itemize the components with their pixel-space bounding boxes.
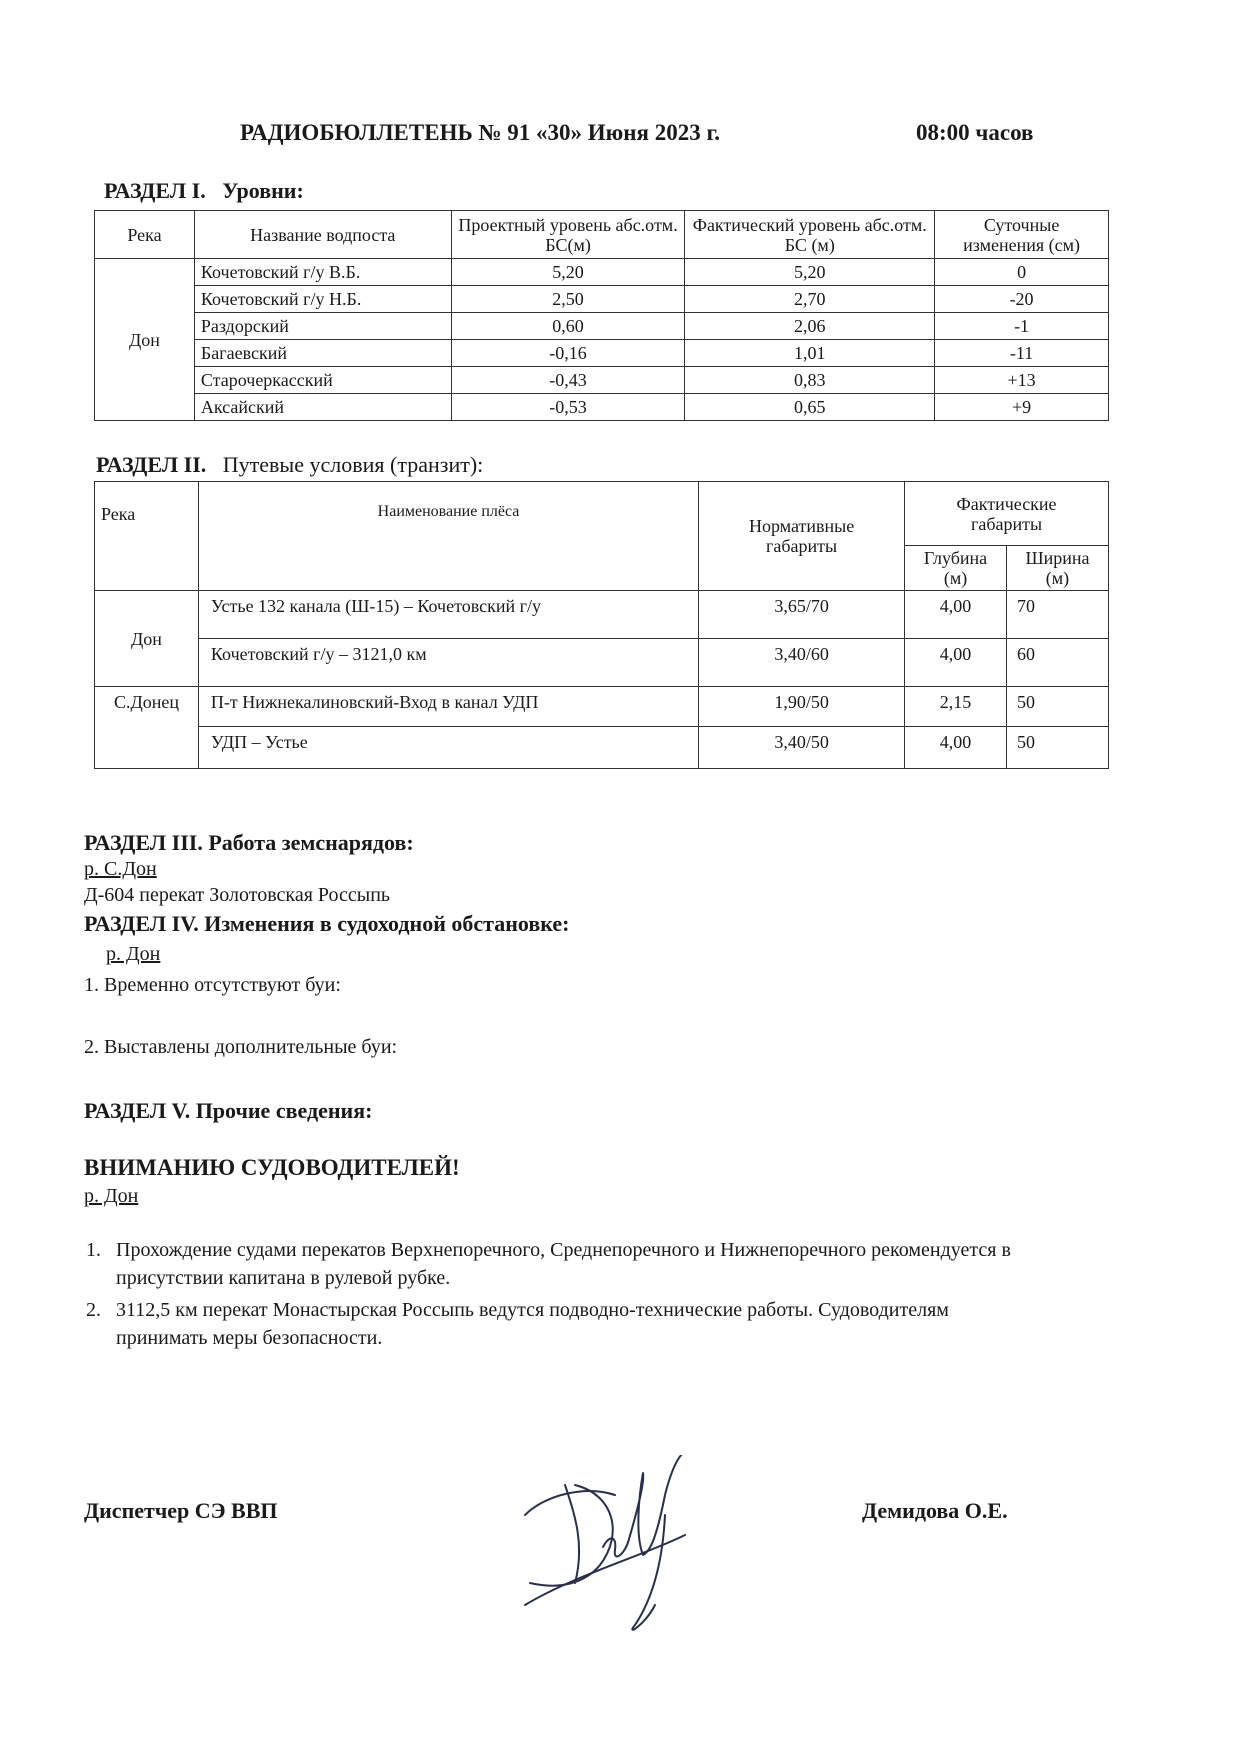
table-row bbox=[95, 313, 1109, 340]
design-level: 5,20 bbox=[451, 259, 685, 286]
attention-item-2-number: 2. bbox=[86, 1299, 101, 1321]
daily-change: -20 bbox=[935, 286, 1109, 313]
design-level: -0,43 bbox=[451, 367, 685, 394]
station-name: Аксайский bbox=[194, 394, 451, 421]
section3-river: р. С.Дон bbox=[84, 858, 157, 880]
daily-change: -11 bbox=[935, 340, 1109, 367]
section1-title: Уровни: bbox=[222, 178, 304, 203]
actual-width: 70 bbox=[1007, 591, 1109, 639]
design-level: -0,53 bbox=[451, 394, 685, 421]
col-depth: Глубина (м) bbox=[905, 546, 1007, 591]
handwritten-signature bbox=[505, 1455, 745, 1645]
section4-item-2: 2. Выставлены дополнительные буи: bbox=[84, 1036, 398, 1058]
actual-level: 0,83 bbox=[685, 367, 935, 394]
actual-depth: 4,00 bbox=[905, 727, 1007, 769]
col-actual-dimensions: Фактические габариты bbox=[905, 482, 1109, 546]
levels-table bbox=[94, 210, 1109, 421]
actual-depth: 4,00 bbox=[905, 639, 1007, 687]
station-name: Кочетовский г/у В.Б. bbox=[194, 259, 451, 286]
section4-river: р. Дон bbox=[106, 943, 161, 965]
actual-level: 0,65 bbox=[685, 394, 935, 421]
attention-title: ВНИМАНИЮ СУДОВОДИТЕЛЕЙ! bbox=[84, 1155, 460, 1180]
route-conditions-table bbox=[94, 481, 1109, 769]
station-name: Раздорский bbox=[194, 313, 451, 340]
actual-level: 5,20 bbox=[685, 259, 935, 286]
section5-title: РАЗДЕЛ V. Прочие сведения: bbox=[84, 1098, 373, 1123]
dispatcher-name: Демидова О.Е. bbox=[862, 1498, 1008, 1523]
section2-heading bbox=[96, 452, 483, 478]
norm-dimensions: 3,40/50 bbox=[699, 727, 905, 769]
levels-header-row bbox=[95, 211, 1109, 259]
daily-change: 0 bbox=[935, 259, 1109, 286]
daily-change: -1 bbox=[935, 313, 1109, 340]
station-name: Старочеркасский bbox=[194, 367, 451, 394]
col-reach: Наименование плёса bbox=[198, 482, 698, 591]
actual-width: 60 bbox=[1007, 639, 1109, 687]
daily-change: +9 bbox=[935, 394, 1109, 421]
section2-title: Путевые условия (транзит): bbox=[222, 452, 484, 477]
section3-title: РАЗДЕЛ III. Работа земснарядов: bbox=[84, 830, 414, 855]
table-row bbox=[95, 727, 1109, 769]
section4-title: РАЗДЕЛ IV. Изменения в судоходной обстановке: bbox=[84, 911, 570, 936]
reach-name: УДП – Устье bbox=[198, 727, 698, 769]
river-cell: Дон bbox=[95, 591, 199, 687]
section1-heading bbox=[104, 178, 304, 204]
table-row bbox=[95, 286, 1109, 313]
actual-width: 50 bbox=[1007, 727, 1109, 769]
col-daily-change: Суточные изменения (см) bbox=[935, 211, 1109, 259]
river-cell: Дон bbox=[95, 259, 195, 421]
bulletin-title: РАДИОБЮЛЛЕТЕНЬ № 91 «30» Июня 2023 г. bbox=[240, 120, 721, 145]
station-name: Багаевский bbox=[194, 340, 451, 367]
col-river: Река bbox=[95, 211, 195, 259]
table-row bbox=[95, 639, 1109, 687]
table-row bbox=[95, 259, 1109, 286]
col-norm-dimensions: Нормативные габариты bbox=[699, 482, 905, 591]
dispatcher-position: Диспетчер СЭ ВВП bbox=[84, 1498, 278, 1523]
col-river: Река bbox=[95, 482, 199, 591]
river-cell: С.Донец bbox=[95, 687, 199, 769]
actual-depth: 2,15 bbox=[905, 687, 1007, 727]
actual-width: 50 bbox=[1007, 687, 1109, 727]
reach-name: П-т Нижнекалиновский-Вход в канал УДП bbox=[198, 687, 698, 727]
design-level: 0,60 bbox=[451, 313, 685, 340]
table-row bbox=[95, 591, 1109, 639]
station-name: Кочетовский г/у Н.Б. bbox=[194, 286, 451, 313]
table-row bbox=[95, 367, 1109, 394]
reach-name: Кочетовский г/у – 3121,0 км bbox=[198, 639, 698, 687]
route-header-row bbox=[95, 482, 1109, 546]
actual-level: 1,01 bbox=[685, 340, 935, 367]
actual-depth: 4,00 bbox=[905, 591, 1007, 639]
section3-text: Д-604 перекат Золотовская Россыпь bbox=[84, 884, 391, 906]
attention-river: р. Дон bbox=[84, 1185, 139, 1207]
col-actual-level: Фактический уровень абс.отм. БС (м) bbox=[685, 211, 935, 259]
actual-level: 2,70 bbox=[685, 286, 935, 313]
design-level: -0,16 bbox=[451, 340, 685, 367]
bulletin-time: 08:00 часов bbox=[916, 120, 1034, 145]
section4-item-1: 1. Временно отсутствуют буи: bbox=[84, 974, 341, 996]
daily-change: +13 bbox=[935, 367, 1109, 394]
section2-number: РАЗДЕЛ II. bbox=[96, 452, 207, 477]
attention-item-1-text: Прохождение судами перекатов Верхнепоречного, Среднепоречного и Нижнепоречного рекомендуется в присутствии капитана в рулевой рубке. bbox=[116, 1239, 1011, 1289]
table-row bbox=[95, 687, 1109, 727]
norm-dimensions: 3,40/60 bbox=[699, 639, 905, 687]
attention-item-2-text: 3112,5 км перекат Монастырская Россыпь ведутся подводно-технические работы. Судоводителям принимать меры безопасности. bbox=[116, 1299, 949, 1349]
attention-item-1-number: 1. bbox=[86, 1239, 101, 1261]
actual-level: 2,06 bbox=[685, 313, 935, 340]
table-row bbox=[95, 394, 1109, 421]
attention-item-1 bbox=[86, 1236, 1086, 1292]
col-design-level: Проектный уровень абс.отм. БС(м) bbox=[451, 211, 685, 259]
col-station: Название водпоста bbox=[194, 211, 451, 259]
col-width: Ширина (м) bbox=[1007, 546, 1109, 591]
norm-dimensions: 3,65/70 bbox=[699, 591, 905, 639]
attention-item-2 bbox=[86, 1296, 1086, 1352]
norm-dimensions: 1,90/50 bbox=[699, 687, 905, 727]
section1-number: РАЗДЕЛ I. bbox=[104, 178, 206, 203]
design-level: 2,50 bbox=[451, 286, 685, 313]
table-row bbox=[95, 340, 1109, 367]
reach-name: Устье 132 канала (Ш-15) – Кочетовский г/у bbox=[198, 591, 698, 639]
